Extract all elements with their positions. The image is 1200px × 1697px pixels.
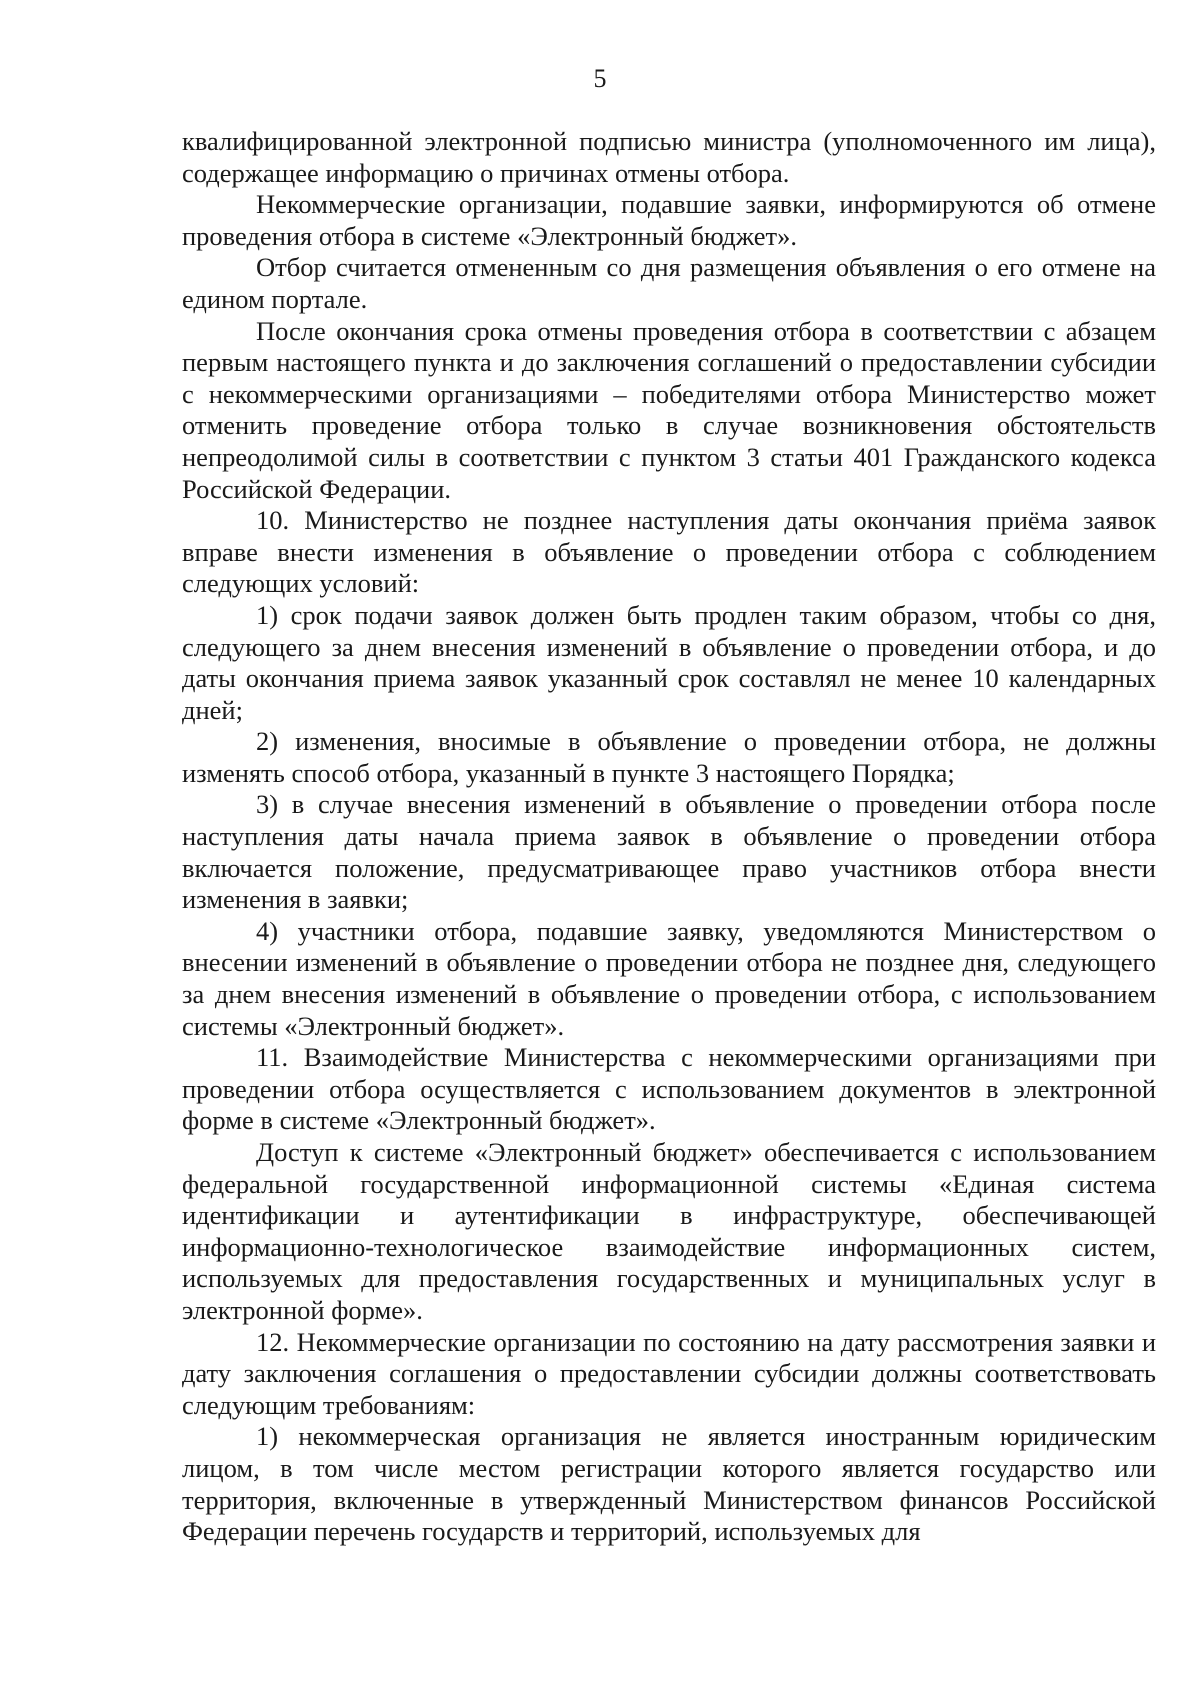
paragraph: Некоммерческие организации, подавшие заявки, информируются об отмене проведения отбора в системе «Электронный бюджет».	[182, 189, 1156, 251]
paragraph: 10. Министерство не позднее наступления даты окончания приёма заявок вправе внести изменения в объявление о проведении отбора с соблюдением следующих условий:	[182, 505, 1156, 599]
document-body	[182, 126, 1156, 1548]
paragraph: 12. Некоммерческие организации по состоянию на дату рассмотрения заявки и дату заключения соглашения о предоставлении субсидии должны соответствовать следующим требованиям:	[182, 1326, 1156, 1420]
paragraph: 1) срок подачи заявок должен быть продлен таким образом, чтобы со дня, следующего за днем внесения изменений в объявление о проведении отбора, и до даты окончания приема заявок указанный срок составлял не менее 10 календарных дней;	[182, 599, 1156, 725]
paragraph: квалифицированной электронной подписью министра (уполномоченного им лица), содержащее информацию о причинах отмены отбора.	[182, 126, 1156, 188]
paragraph: Доступ к системе «Электронный бюджет» обеспечивается с использованием федеральной государственной информационной системы «Единая система идентификации и аутентификации в инфраструктуре, обеспечивающей информационно-технологическое взаимодействие информационных систем, используемых для предоставления государственных и муниципальных услуг в электронной форме».	[182, 1137, 1156, 1325]
paragraph: После окончания срока отмены проведения отбора в соответствии с абзацем первым настоящего пункта и до заключения соглашений о предоставлении субсидии с некоммерческими организациями – победителями отбора Министерство может отменить проведение отбора только в случае возникновения обстоятельств непреодолимой силы в соответствии с пунктом 3 статьи 401 Гражданского кодекса Российской Федерации.	[182, 315, 1156, 504]
page-number: 5	[593, 64, 607, 93]
paragraph: 1) некоммерческая организация не является иностранным юридическим лицом, в том числе местом регистрации которого является государство или территория, включенные в утвержденный Министерством финансов Российской Федерации перечень государств и территорий, используемых для	[182, 1421, 1156, 1547]
paragraph: 2) изменения, вносимые в объявление о проведении отбора, не должны изменять способ отбора, указанный в пункте 3 настоящего Порядка;	[182, 726, 1156, 788]
paragraph: 4) участники отбора, подавшие заявку, уведомляются Министерством о внесении изменений в объявление о проведении отбора не позднее дня, следующего за днем внесения изменений в объявление о проведении отбора, с использованием системы «Электронный бюджет».	[182, 915, 1156, 1041]
paragraph: Отбор считается отмененным со дня размещения объявления о его отмене на едином портале.	[182, 252, 1156, 314]
paragraph: 11. Взаимодействие Министерства с некоммерческими организациями при проведении отбора осуществляется с использованием документов в электронной форме в системе «Электронный бюджет».	[182, 1042, 1156, 1136]
paragraph: 3) в случае внесения изменений в объявление о проведении отбора после наступления даты начала приема заявок в объявление о проведении отбора включается положение, предусматривающее право участников отбора внести изменения в заявки;	[182, 789, 1156, 915]
